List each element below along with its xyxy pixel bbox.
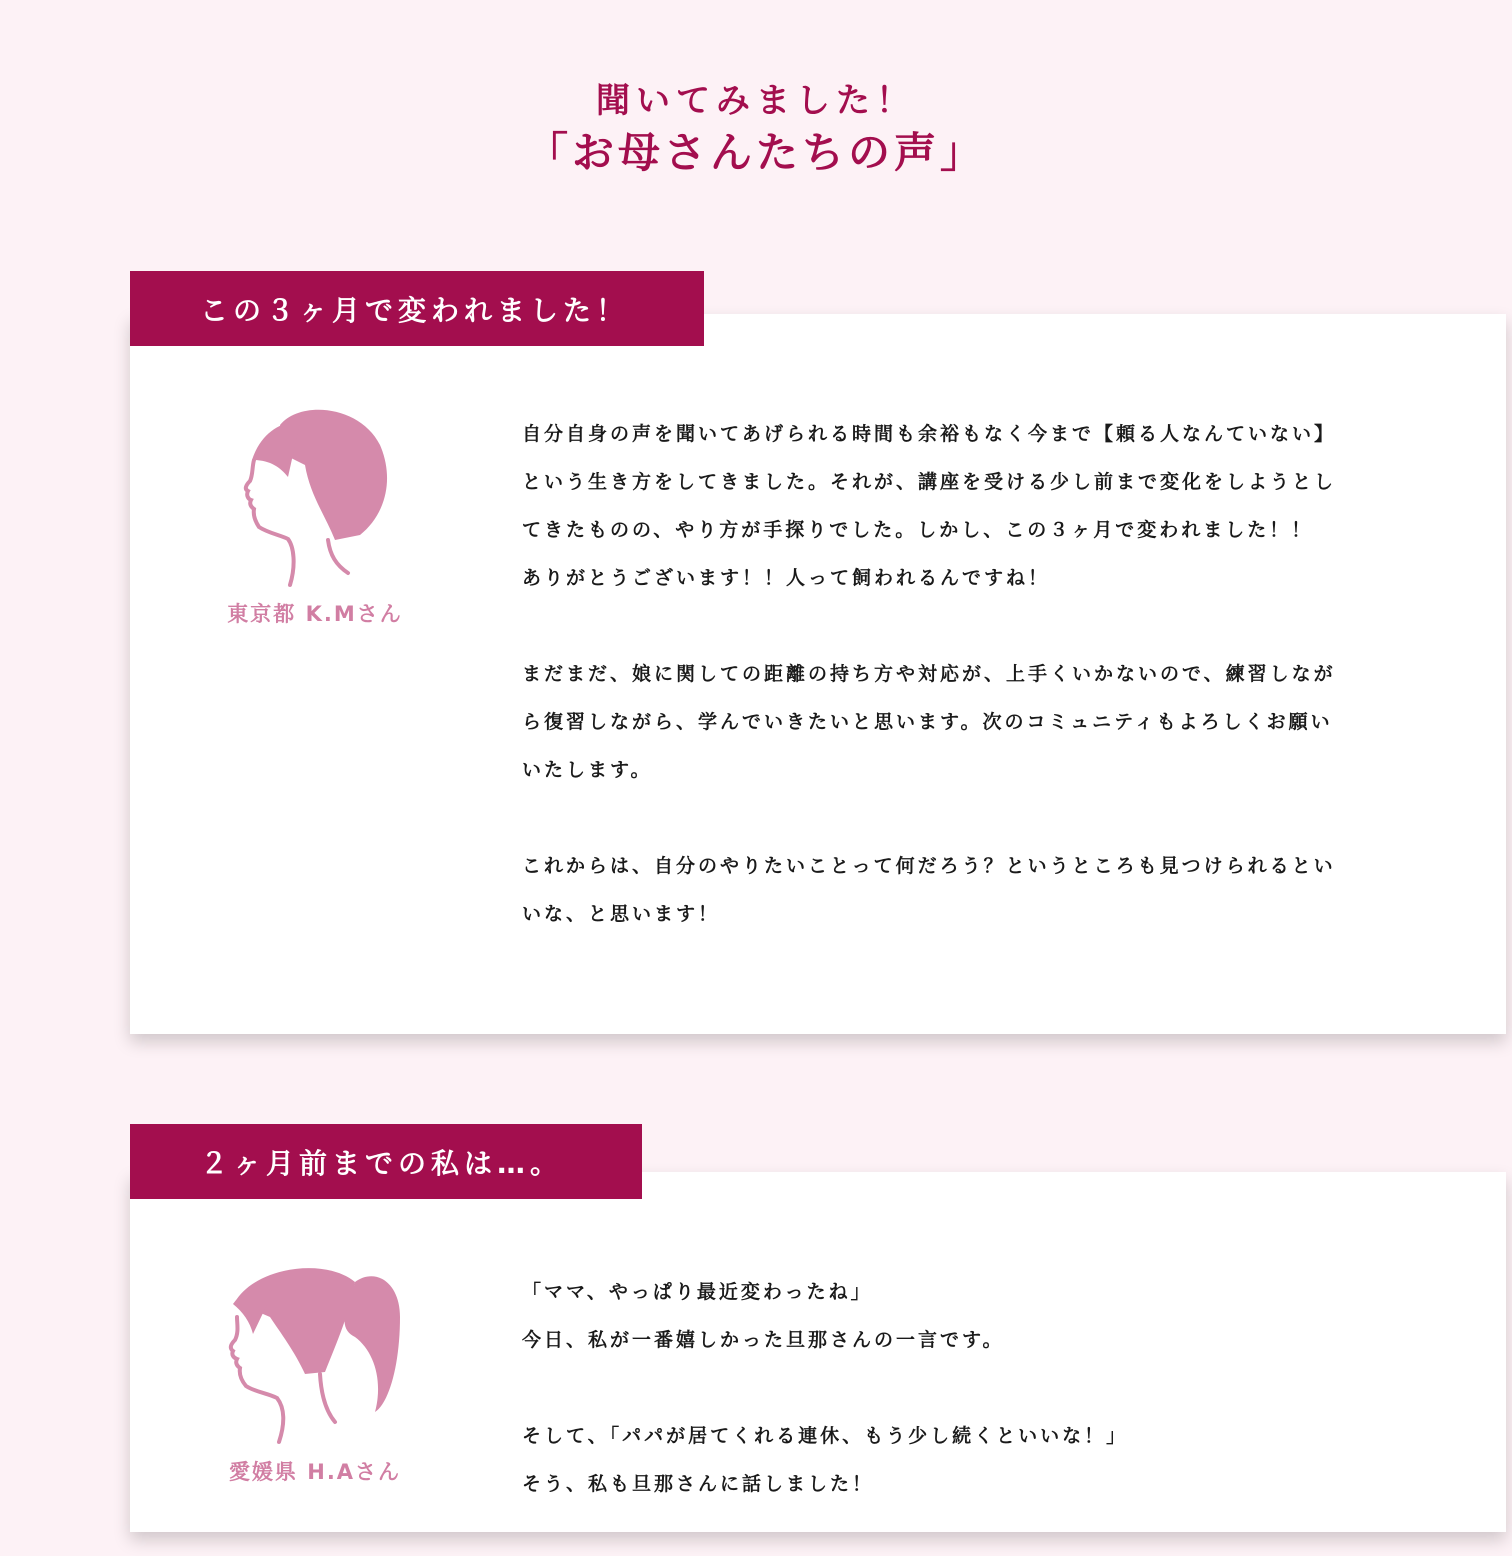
heading-line-1: 聞いてみました！ [596,81,916,121]
text-line: まだまだ、娘に関しての距離の持ち方や対応が、上手くいかないので、練習しなが [522,663,1336,685]
heading-line-2: 「お母さんたちの声」 [525,128,986,177]
text-line: 今日、私が一番嬉しかった旦那さんの一言です。 [522,1329,1005,1351]
text-line: 「ママ、やっぱり最近変わったね」 [522,1281,873,1303]
testimonial-body-2 [522,1268,1422,1556]
testimonial-title-2: ２ヶ月前までの私は…。 [200,1146,564,1180]
text-line: ら復習しながら、学んでいきたいと思います。次のコミュニティもよろしくお願い [522,711,1333,733]
text-line: ありがとうございます！！人って飼われるんですね！ [522,567,1051,589]
text-line: てきたものの、やり方が手探りでした。しかし、この３ヶ月で変われました！！ [522,519,1314,541]
text-line: いな、と思います！ [522,903,721,925]
text-line: そして、「パパが居てくれる連休、もう少し続くといいな！」 [522,1425,1129,1447]
testimonial-paragraph [522,650,1422,794]
testimonial-paragraph [522,410,1422,602]
testimonial-paragraph [522,1268,1422,1364]
testimonial-body-1 [522,410,1422,986]
section-heading [0,78,1512,182]
woman-ponytail-silhouette-icon [225,1262,405,1447]
text-line: 自分自身の声を聞いてあげられる時間も余裕もなく今まで【頼る人なんていない】 [522,423,1337,445]
text-line: これからは、自分のやりたいことって何だろう？というところも見つけられるとい [522,855,1336,877]
testimonial-person-1: 東京都 K.Mさん [227,602,403,626]
testimonial-title-banner-1 [130,271,704,346]
text-line: そう、私も旦那さんに話しました！ [522,1473,875,1495]
testimonial-person-2: 愛媛県 H.Aさん [228,1460,402,1484]
text-line: いたします。 [522,759,653,781]
text-line: という生き方をしてきました。それが、講座を受ける少し前まで変化をしようとし [522,471,1337,493]
testimonial-title-1: この３ヶ月で変われました！ [200,293,630,327]
woman-short-hair-silhouette-icon [240,405,390,590]
testimonial-title-banner-2 [130,1124,642,1199]
testimonial-paragraph [522,842,1422,938]
